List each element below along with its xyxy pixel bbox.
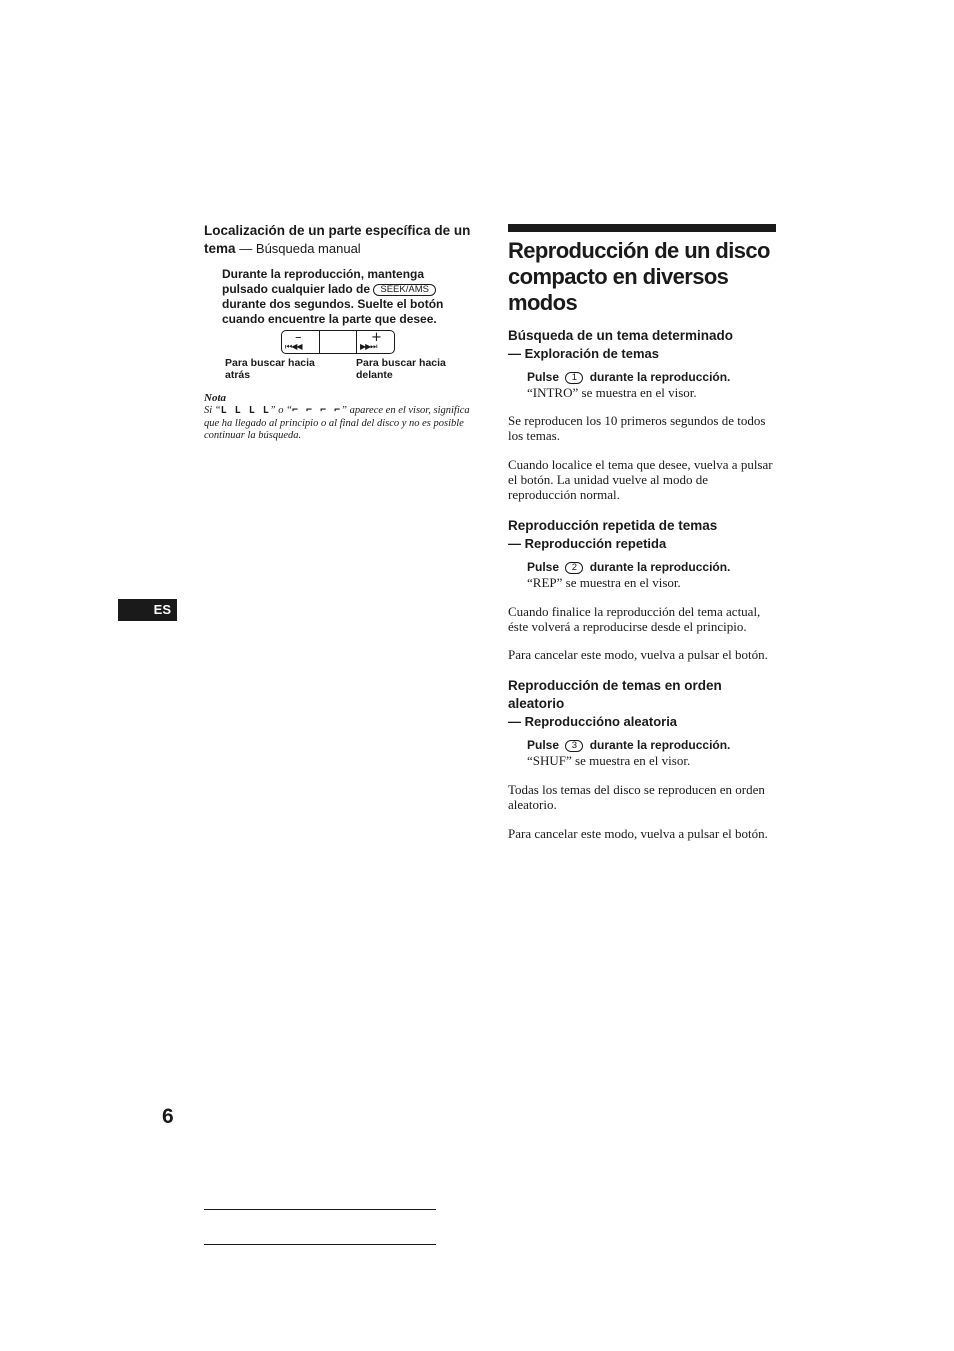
shuffle-heading: Reproducción de temas en orden aleatorio xyxy=(508,678,722,711)
button-2-label: 2 xyxy=(565,562,583,574)
caption-search-back: Para buscar hacia atrás xyxy=(225,357,315,381)
language-tab: ES xyxy=(118,599,177,621)
shuffle-section xyxy=(508,677,776,841)
manual-search-section xyxy=(204,222,474,327)
shuffle-paragraph-1: Todas los temas del disco se reproducen en orden aleatorio. xyxy=(508,782,765,812)
intro-paragraph-1: Se reproducen los 10 primeros segundos de todos los temas. xyxy=(508,413,766,443)
rocker-divider-right xyxy=(356,331,357,353)
during-text: durante la reproducción. xyxy=(589,560,731,574)
rocker-outline xyxy=(281,330,395,354)
footer-rule-2 xyxy=(204,1244,436,1245)
manual-search-title: Localización de un parte específica de un tema xyxy=(204,223,471,256)
intro-paragraph-2: Cuando localice el tema que desee, vuelva a pulsar el botón. La unidad vuelve al modo de reproducción normal. xyxy=(508,457,773,502)
lcd-end-glyphs: ⌐ ⌐ ⌐ ⌐ xyxy=(291,405,342,416)
rep-display-text: “REP” se muestra en el visor. xyxy=(527,575,681,590)
rocker-divider-left xyxy=(319,331,320,353)
seek-ams-rocker-illustration xyxy=(281,330,395,354)
page-number: 6 xyxy=(162,1105,174,1128)
shuf-display-text: “SHUF” se muestra en el visor. xyxy=(527,753,691,768)
during-text: durante la reproducción. xyxy=(589,738,731,752)
note-block xyxy=(204,392,476,443)
repeat-subtitle: — Reproducción repetida xyxy=(508,536,667,551)
pulse-text: Pulse xyxy=(527,560,560,574)
rewind-icon: ⏮◀◀ xyxy=(285,342,302,351)
lcd-start-glyphs: L L L L xyxy=(220,405,270,416)
intro-scan-heading: Búsqueda de un tema determinado xyxy=(508,328,734,343)
button-1-label: 1 xyxy=(565,372,583,384)
note-title: Nota xyxy=(204,392,226,404)
plus-symbol: + xyxy=(371,330,382,345)
intro-scan-subtitle: — Exploración de temas xyxy=(508,346,659,361)
title-bar xyxy=(508,224,776,232)
section-title: Reproducción de un disco compacto en diversos modos xyxy=(508,238,770,315)
shuffle-instruction xyxy=(527,738,776,768)
instruction-text-end: durante dos segundos. Suelte el botón cuando encuentre la parte que desee. xyxy=(222,297,444,326)
repeat-paragraph-1: Cuando finalice la reproducción del tema actual, éste volverá a reproducirse desde el principio. xyxy=(508,604,761,634)
note-text-3: ” aparece en el visor, significa que ha llegado al principio o al final del disco y no es posible continuar la búsqueda. xyxy=(204,405,470,441)
minus-symbol: – xyxy=(295,330,302,345)
repeat-heading: Reproducción repetida de temas xyxy=(508,518,718,533)
note-body xyxy=(204,405,476,443)
during-text: durante la reproducción. xyxy=(589,370,731,384)
note-text-1: Si “ xyxy=(204,405,221,416)
intro-scan-instruction xyxy=(527,370,776,400)
pulse-text: Pulse xyxy=(527,738,560,752)
repeat-instruction xyxy=(527,560,776,590)
button-3-label: 3 xyxy=(565,740,583,752)
repeat-paragraph-2: Para cancelar este modo, vuelva a pulsar el botón. xyxy=(508,647,768,662)
manual-search-instructions xyxy=(222,267,472,327)
fast-forward-icon: ▶▶⏭ xyxy=(360,342,377,351)
instruction-text-start: Durante la reproducción, mantenga pulsado cualquier lado de xyxy=(222,267,425,296)
note-text-2: ” o “ xyxy=(269,405,292,416)
repeat-section xyxy=(508,517,776,662)
manual-search-subtitle: — Búsqueda manual xyxy=(239,241,361,256)
shuffle-subtitle: — Reproduccióno aleatoria xyxy=(508,714,678,729)
caption-search-forward: Para buscar hacia delante xyxy=(356,357,446,381)
footer-rule-1 xyxy=(204,1209,436,1210)
seek-ams-button-label: SEEK/AMS xyxy=(373,284,436,296)
pulse-text: Pulse xyxy=(527,370,560,384)
intro-display-text: “INTRO” se muestra en el visor. xyxy=(527,385,697,400)
play-modes-section xyxy=(508,224,776,841)
intro-scan-section xyxy=(508,327,776,502)
shuffle-paragraph-2: Para cancelar este modo, vuelva a pulsar el botón. xyxy=(508,826,768,841)
manual-search-heading xyxy=(204,222,474,258)
